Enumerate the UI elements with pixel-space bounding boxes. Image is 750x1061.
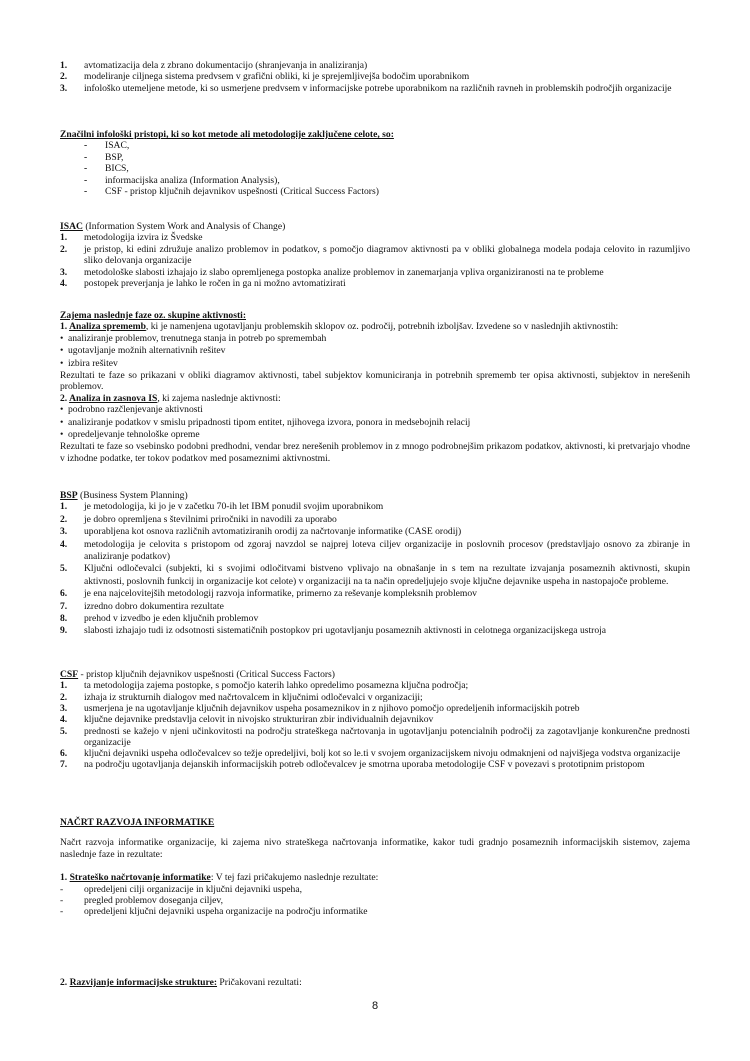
list-item [60, 625, 690, 637]
phase2-title: 2. Analiza in zasnova IS, ki zajema naslednje aktivnosti: [60, 392, 281, 404]
dash-marker: - [60, 895, 64, 907]
dash-marker: - [84, 151, 88, 163]
bsp-items-list [60, 501, 690, 637]
item-text: ISAC, [105, 140, 130, 152]
list-item [60, 278, 690, 289]
item-number: 9. [60, 625, 68, 637]
item-text: Ključni odločevalci (subjekti, ki s svojimi odločitvami bistveno vplivajo na obnašanje in s tem na rezultate izvajanja posameznih aktivnosti, skupin aktivnosti, poslovnih funkcij in organizacije kot celote) v organizaciji na ta način opredeljujejo svoje ključne dejavnike uspeha in nastopajoče probleme. [84, 563, 690, 587]
dash-marker: - [84, 174, 88, 186]
list-item [60, 759, 690, 770]
item-number: 1. [60, 501, 68, 513]
item-text: metodologija je celovita s pristopom od zgoraj navzdol se najprej loteva ciljev organizacije in poslovnih procesov (predstavljajo osnovo za zbiranje in analiziranje podatkov) [84, 538, 690, 563]
isac-section [60, 221, 690, 289]
list-item [60, 501, 690, 513]
plan-step1-items-list [60, 884, 690, 918]
list-item [60, 539, 690, 564]
list-item [60, 186, 690, 197]
item-number: 3. [60, 266, 68, 278]
dash-marker: - [84, 140, 88, 152]
list-item [60, 140, 690, 151]
csf-title: CSF - pristop ključnih dejavnikov uspešnosti (Critical Success Factors) [60, 669, 335, 680]
list-item [60, 417, 690, 429]
list-item [60, 692, 690, 703]
item-text: ugotavljanje možnih alternativnih rešitev [68, 345, 226, 357]
list-item [60, 175, 690, 186]
list-item [60, 267, 690, 278]
list-item [60, 71, 690, 82]
step1-title: 1. Strateško načrtovanje informatike: V tej fazi pričakujemo naslednje rezultate: [60, 872, 379, 884]
item-text: analiziranje problemov, trenutnega stanja in potreb po spremembah [68, 332, 327, 344]
item-text: prehod v izvedbo je eden ključnih problemov [84, 613, 259, 625]
item-number: 2. [60, 691, 68, 703]
list-item [60, 714, 690, 725]
item-text: izhaja iz strukturnih dialogov med načrtovalcem in ključnimi odločevalci v organizaciji; [84, 691, 423, 703]
list-item [60, 680, 690, 691]
list-item [60, 345, 690, 357]
list-item [60, 613, 690, 625]
item-number: 1. [60, 232, 68, 244]
list-item [60, 60, 690, 71]
isac-items-list [60, 232, 690, 289]
phases-section [60, 310, 690, 464]
item-number: 3. [60, 526, 68, 538]
dash-marker: - [60, 906, 64, 918]
intro-list-list [60, 60, 690, 94]
item-text: infološko utemeljene metode, ki so usmerjene predvsem v informacijske potrebe uporabnikom na različnih ravneh in problemskih področjih organizacije [84, 82, 672, 94]
bullet-icon: • [60, 404, 64, 416]
item-text: slabosti izhajajo tudi iz odsotnosti sistematičnih postopkov pri ugotavljanju posameznih aktivnosti in celotnega organizacijskega ustroja [84, 625, 607, 637]
item-text: ključne dejavnike predstavlja celovit in nivojsko strukturiran zbir individualnih dejavnikov [84, 714, 434, 726]
csf-section [60, 669, 690, 771]
item-number: 4. [60, 714, 68, 726]
bsp-section [60, 490, 690, 638]
list-item [60, 232, 690, 243]
item-text: analiziranje podatkov v smislu pripadnosti tipom entitet, njihovega izvora, ponora in medsebojnih relacij [68, 416, 471, 428]
item-text: postopek preverjanja je lahko le ročen in ga ni možno avtomatizirati [84, 278, 346, 290]
page-number: 8 [371, 1000, 379, 1012]
item-text: metodološke slabosti izhajajo iz slabo opremljenega postopka analize problemov in zanemarjanja vpliva organiziranosti na te probleme [84, 266, 604, 278]
list-item [60, 588, 690, 600]
approaches-heading: Značilni infološki pristopi, ki so kot metode ali metodologije zaključene celote, so: [60, 129, 394, 140]
item-text: opredeljevanje tehnološke opreme [68, 429, 200, 441]
list-item [60, 601, 690, 613]
isac-title: ISAC (Information System Work and Analysis of Change) [60, 221, 286, 232]
item-text: je metodologija, ki jo je v začetku 70-ih let IBM ponudil svojim uporabnikom [84, 501, 384, 513]
item-text: informacijska analiza (Information Analysis), [105, 174, 280, 186]
list-item [60, 906, 690, 917]
phases-heading: Zajema naslednje faze oz. skupine aktivnosti: [60, 310, 247, 321]
item-number: 7. [60, 600, 68, 612]
item-text: modeliranje ciljnega sistema predvsem v grafični obliki, ki je sprejemljivejša bodočim uporabnikom [84, 71, 470, 83]
bullet-icon: • [60, 429, 64, 441]
item-text: prednosti se kažejo v njeni učinkovitosti na področju strateškega načrtovanja in ugotavljanju potencialnih področij za zagotavljanje konkurenčne prednosti organizacije [84, 725, 690, 748]
intro-section [60, 60, 690, 94]
item-number: 7. [60, 759, 68, 771]
item-text: CSF - pristop ključnih dejavnikov uspešnosti (Critical Success Factors) [105, 186, 379, 198]
item-text: pregled problemov doseganja ciljev, [84, 895, 223, 907]
item-text: na področju ugotavljanja dejanskih informacijskih potreb odločevalcev je smotrna uporaba metodologije CSF v povezavi s prototipnim pristopom [84, 759, 645, 771]
dash-marker: - [84, 163, 88, 175]
list-item [60, 526, 690, 538]
bullet-icon: • [60, 357, 64, 369]
list-item [60, 895, 690, 906]
list-item [60, 404, 690, 416]
item-number: 3. [60, 703, 68, 714]
list-item [60, 514, 690, 526]
plan-intro: Načrt razvoja informatike organizacije, ki zajema nivo strateškega načrtovanja informatike, kakor tudi gradnjo posameznih informacijskih sistemov, zajema naslednje faze in rezultate: [60, 837, 690, 860]
list-item [60, 429, 690, 441]
list-item [60, 163, 690, 174]
item-text: je pristop, ki edini združuje analizo problemov in podatkov, s pomočjo diagramov aktivnosti pa v obliki globalnega modela podaja celovito in razumljivo sliko delovanja organizacije [84, 243, 690, 267]
bullet-icon: • [60, 416, 64, 428]
list-item [60, 748, 690, 759]
dash-marker: - [60, 883, 64, 895]
item-text: usmerjena je na ugotavljanje ključnih dejavnikov uspeha posameznikov in z njihovo pomočjo opredeljenih informacijskih potreb [84, 703, 580, 714]
phase2-result: Rezultati te faze so vsebinsko podobni predhodni, vendar brez nerešenih problemov in z mnogo podrobnejšim prikazom podatkov, aktivnosti, ki pretvarjajo vhodne v izhodne podatke, ter tokov podatkov med posameznimi aktivnostmi. [60, 441, 690, 464]
item-number: 4. [60, 278, 68, 290]
bullet-icon: • [60, 345, 64, 357]
item-number: 3. [60, 82, 68, 94]
item-number: 2. [60, 513, 68, 525]
item-text: opredeljeni cilji organizacije in ključni dejavniki uspeha, [84, 883, 303, 895]
item-number: 1. [60, 680, 68, 692]
plan-heading: NAČRT RAZVOJA INFORMATIKE [60, 817, 215, 828]
item-number: 6. [60, 748, 68, 760]
item-text: je dobro opremljena s številnimi priročniki in navodili za uporabo [84, 513, 337, 525]
item-number: 5. [60, 725, 68, 737]
item-text: izbira rešitev [68, 357, 118, 369]
item-text: je ena najcelovitejših metodologij razvoja informatike, primerno za reševanje kompleksnih problemov [84, 588, 477, 600]
list-item [60, 244, 690, 267]
list-item [60, 358, 690, 370]
item-number: 2. [60, 71, 68, 83]
item-number: 2. [60, 243, 68, 255]
phases-phase2-items-list [60, 404, 690, 441]
item-text: ta metodologija zajema postopke, s pomočjo katerih lahko opredelimo posamezna ključna področja; [84, 680, 469, 692]
item-number: 6. [60, 588, 68, 600]
item-text: uporabljena kot osnova različnih avtomatiziranih orodij za načrtovanje informatike (CASE orodij) [84, 526, 462, 538]
list-item [60, 563, 690, 588]
approaches-items-list [60, 140, 690, 197]
phases-phase1-items-list [60, 333, 690, 370]
approaches-section [60, 129, 690, 197]
list-item [60, 703, 690, 714]
list-item [60, 726, 690, 749]
item-number: 5. [60, 563, 68, 575]
item-text: BSP, [105, 151, 124, 163]
item-text: avtomatizacija dela z zbrano dokumentacijo (shranjevanja in analiziranja) [84, 60, 368, 71]
phase1-title: 1. Analiza sprememb, ki je namenjena ugotavljanju problemskih sklopov oz. področij, potrebnih izboljšav. Izvedene so v naslednjih aktivnostih: [60, 321, 619, 333]
dash-marker: - [84, 186, 88, 198]
list-item [60, 83, 690, 94]
item-text: podrobno razčlenjevanje aktivnosti [68, 404, 203, 416]
phase1-result: Rezultati te faze so prikazani v obliki diagramov aktivnosti, tabel subjektov komuniciranja in potrebnih sprememb ter opisa aktivnosti, subjektov in nerešenih problemov. [60, 370, 690, 393]
list-item [60, 333, 690, 345]
item-text: izredno dobro dokumentira rezultate [84, 600, 224, 612]
list-item [60, 884, 690, 895]
csf-items-list [60, 680, 690, 770]
item-text: metodologija izvira iz Švedske [84, 232, 203, 244]
bsp-title: BSP (Business System Planning) [60, 490, 188, 501]
list-item [60, 152, 690, 163]
step2-title: 2. Razvijanje informacijske strukture: Pričakovani rezultati: [60, 977, 302, 988]
item-text: opredeljeni ključni dejavniki uspeha organizacije na področju informatike [84, 906, 368, 918]
item-number: 8. [60, 613, 68, 625]
item-text: ključni dejavniki uspeha odločevalcev so težje opredeljivi, bolj kot so le.ti v svojem organizacijskem nivoju odmaknjeni od najvišjega vodstva organizacije [84, 748, 681, 760]
item-number: 4. [60, 538, 68, 550]
item-text: BICS, [105, 163, 129, 175]
bullet-icon: • [60, 332, 64, 344]
plan-section [60, 817, 690, 918]
item-number: 1. [60, 60, 68, 71]
